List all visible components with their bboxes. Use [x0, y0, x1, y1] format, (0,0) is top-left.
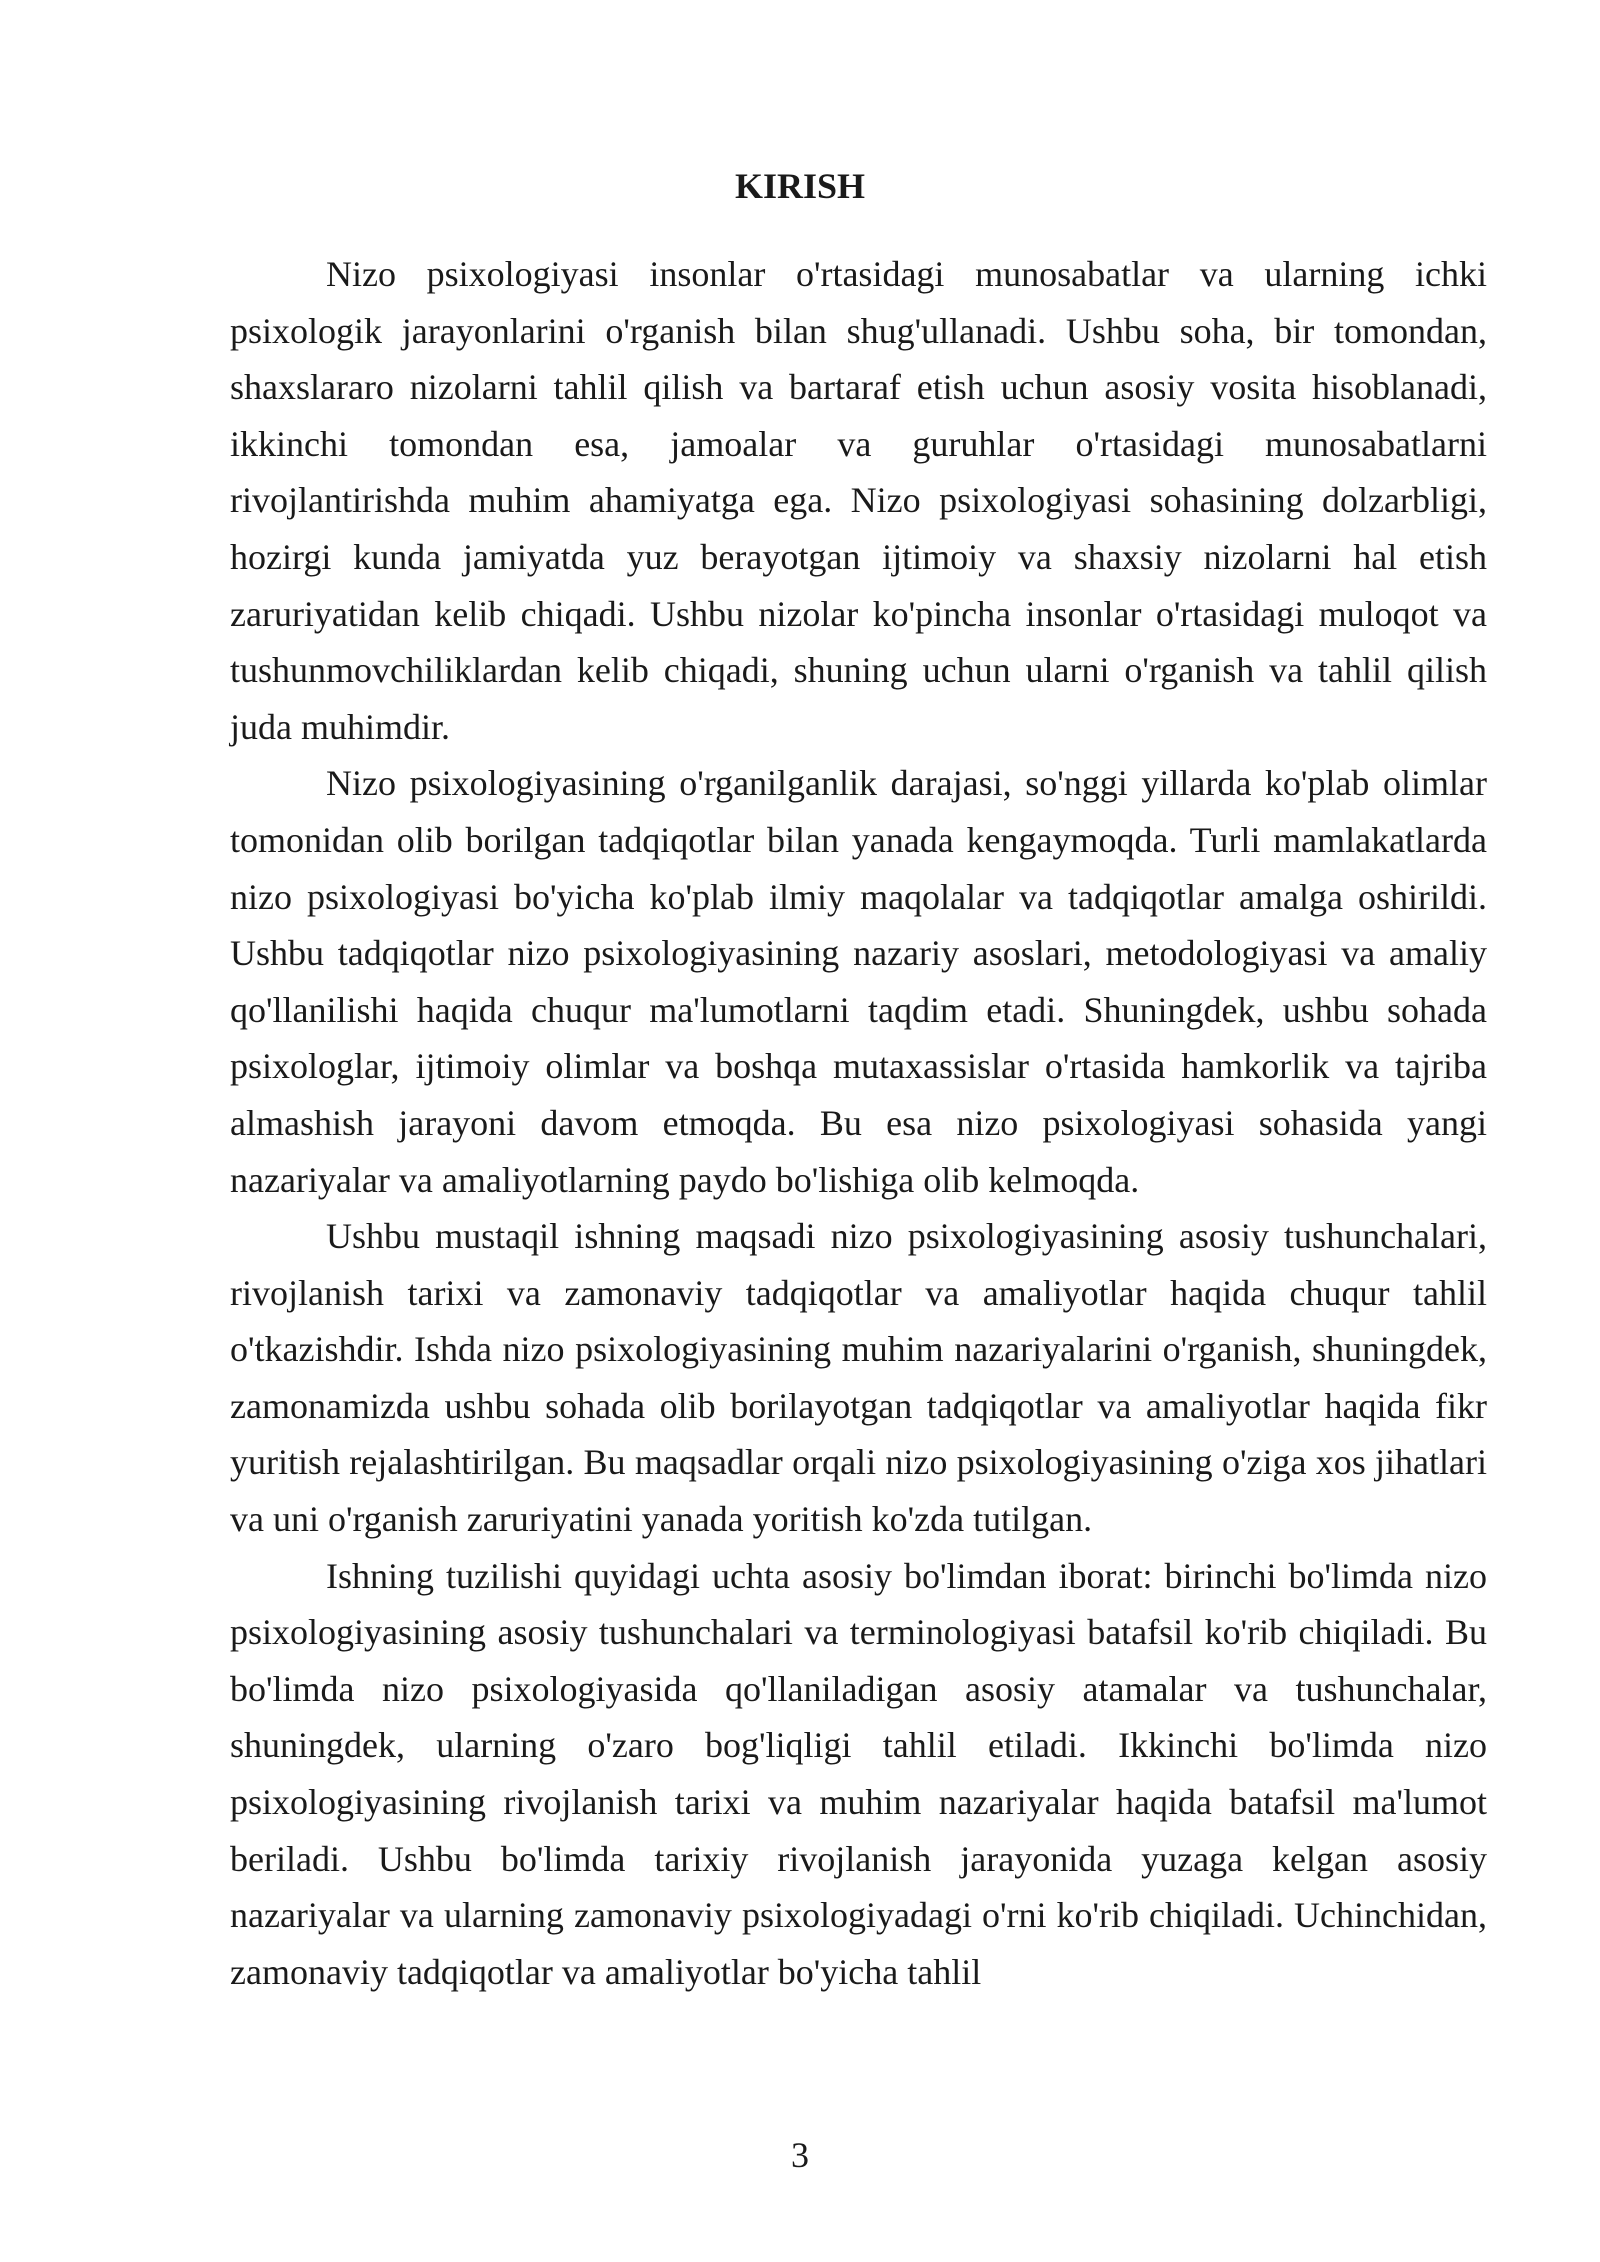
- page-number: 3: [791, 2135, 809, 2175]
- paragraph: Ishning tuzilishi quyidagi uchta asosiy bo'limdan iborat: birinchi bo'limda nizo psixologiyasining asosiy tushunchalari va terminologiyasi batafsil ko'rib chiqiladi. Bu bo'limda nizo psixologiyasida qo'llaniladigan asosiy atamalar va tushunchalar, shuningdek, ularning o'zaro bog'liqligi tahlil etiladi. Ikkinchi bo'limda nizo psixologiyasining rivojlanish tarixi va muhim nazariyalar haqida batafsil ma'lumot beriladi. Ushbu bo'limda tarixiy rivojlanish jarayonida yuzaga kelgan asosiy nazariyalar va ularning zamonaviy psixologiyadagi o'rni ko'rib chiqiladi. Uchinchidan, zamonaviy tadqiqotlar va amaliyotlar bo'yicha tahlil: [230, 1555, 1487, 1992]
- paragraph: Nizo psixologiyasi insonlar o'rtasidagi munosabatlar va ularning ichki psixologik jarayonlarini o'rganish bilan shug'ullanadi. Ushbu soha, bir tomondan, shaxslararo nizolarni tahlil qilish va bartaraf etish uchun asosiy vosita hisoblanadi, ikkinchi tomondan esa, jamoalar va guruhlar o'rtasidagi munosabatlarni rivojlantirishda muhim ahamiyatga ega. Nizo psixologiyasi sohasining dolzarbligi, hozirgi kunda jamiyatda yuz berayotgan ijtimoiy va shaxsiy nizolarni hal etish zaruriyatidan kelib chiqadi. Ushbu nizolar ko'pincha insonlar o'rtasidagi muloqot va tushunmovchiliklardan kelib chiqadi, shuning uchun ularni o'rganish va tahlil qilish juda muhimdir.: [230, 254, 1487, 747]
- body-text: [230, 246, 1487, 2000]
- page-title: KIRISH: [734, 166, 866, 206]
- paragraph: Ushbu mustaqil ishning maqsadi nizo psixologiyasining asosiy tushunchalari, rivojlanish tarixi va zamonaviy tadqiqotlar va amaliyotlar haqida chuqur tahlil o'tkazishdir. Ishda nizo psixologiyasining muhim nazariyalarini o'rganish, shuningdek, zamonamizda ushbu sohada olib borilayotgan tadqiqotlar va amaliyotlar haqida fikr yuritish rejalashtirilgan. Bu maqsadlar orqali nizo psixologiyasining o'ziga xos jihatlari va uni o'rganish zaruriyatini yanada yoritish ko'zda tutilgan.: [230, 1216, 1487, 1540]
- paragraph: Nizo psixologiyasining o'rganilganlik darajasi, so'nggi yillarda ko'plab olimlar tomonidan olib borilgan tadqiqotlar bilan yanada kengaymoqda. Turli mamlakatlarda nizo psixologiyasi bo'yicha ko'plab ilmiy maqolalar va tadqiqotlar amalga oshirildi. Ushbu tadqiqotlar nizo psixologiyasining nazariy asoslari, metodologiyasi va amaliy qo'llanilishi haqida chuqur ma'lumotlarni taqdim etadi. Shuningdek, ushbu sohada psixologlar, ijtimoiy olimlar va boshqa mutaxassislar o'rtasida hamkorlik va tajriba almashish jarayoni davom etmoqda. Bu esa nizo psixologiyasi sohasida yangi nazariyalar va amaliyotlarning paydo bo'lishiga olib kelmoqda.: [230, 763, 1487, 1200]
